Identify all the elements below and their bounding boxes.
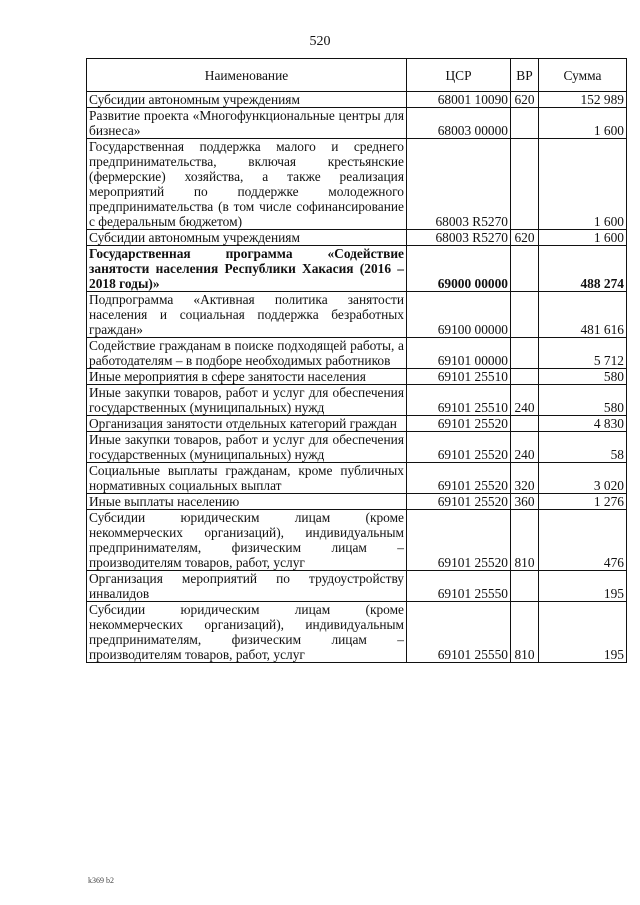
row-csr-cell: 69100 00000 [407,292,511,338]
row-csr-cell: 68003 00000 [407,108,511,139]
row-name-cell: Субсидии автономным учреждениям [87,92,407,108]
row-vr-cell: 360 [511,494,539,510]
row-csr-cell: 69101 25520 [407,510,511,571]
row-name-cell: Иные закупки товаров, работ и услуг для обеспечения государственных (муниципальных) нужд [87,432,407,463]
row-sum-cell: 195 [539,602,627,663]
header-name: Наименование [87,59,407,92]
row-csr-cell: 69101 25520 [407,463,511,494]
table-row [87,246,627,292]
row-name-cell: Государственная поддержка малого и среднего предпринимательства, включая крестьянские (фермерские) хозяйства, а также реализация мероприятий по поддержке молодежного предпринимательства (в том числе софинансирование с федеральным бюджетом) [87,139,407,230]
table-row [87,139,627,230]
row-vr-cell [511,369,539,385]
table-row [87,338,627,369]
table-row [87,416,627,432]
table-row [87,369,627,385]
footer-mark: k369 b2 [88,876,114,885]
row-vr-cell: 810 [511,510,539,571]
row-csr-cell: 69101 25520 [407,494,511,510]
row-csr-cell: 69101 25510 [407,369,511,385]
row-sum-cell: 488 274 [539,246,627,292]
table-row [87,463,627,494]
row-vr-cell [511,338,539,369]
row-vr-cell: 240 [511,432,539,463]
row-name-cell: Социальные выплаты гражданам, кроме публичных нормативных социальных выплат [87,463,407,494]
row-name-cell: Организация занятости отдельных категорий граждан [87,416,407,432]
row-csr-cell: 68003 R5270 [407,230,511,246]
row-vr-cell: 620 [511,230,539,246]
row-name-cell: Иные мероприятия в сфере занятости населения [87,369,407,385]
row-sum-cell: 3 020 [539,463,627,494]
row-name-cell: Субсидии юридическим лицам (кроме некоммерческих организаций), индивидуальным предпринимателям, физическим лицам – производителям товаров, работ, услуг [87,602,407,663]
table-row [87,92,627,108]
row-sum-cell: 580 [539,385,627,416]
row-sum-cell: 58 [539,432,627,463]
row-csr-cell: 69101 25550 [407,602,511,663]
row-vr-cell [511,292,539,338]
row-name-cell: Субсидии автономным учреждениям [87,230,407,246]
table-row [87,432,627,463]
row-csr-cell: 68003 R5270 [407,139,511,230]
row-sum-cell: 1 600 [539,139,627,230]
header-vr: ВР [511,59,539,92]
row-csr-cell: 69000 00000 [407,246,511,292]
row-vr-cell: 240 [511,385,539,416]
row-name-cell: Иные закупки товаров, работ и услуг для обеспечения государственных (муниципальных) нужд [87,385,407,416]
budget-table [86,58,627,663]
row-csr-cell: 69101 25520 [407,416,511,432]
row-name-cell: Субсидии юридическим лицам (кроме некоммерческих организаций), индивидуальным предпринимателям, физическим лицам – производителям товаров, работ, услуг [87,510,407,571]
row-sum-cell: 1 276 [539,494,627,510]
row-vr-cell: 320 [511,463,539,494]
table-row [87,385,627,416]
page-number: 520 [309,34,331,49]
row-sum-cell: 481 616 [539,292,627,338]
row-name-cell: Содействие гражданам в поиске подходящей работы, а работодателям – в подборе необходимых работников [87,338,407,369]
row-sum-cell: 195 [539,571,627,602]
row-vr-cell [511,139,539,230]
table-row [87,108,627,139]
row-vr-cell [511,108,539,139]
row-csr-cell: 69101 25510 [407,385,511,416]
row-sum-cell: 5 712 [539,338,627,369]
row-name-cell: Подпрограмма «Активная политика занятости населения и социальная поддержка безработных граждан» [87,292,407,338]
row-vr-cell [511,571,539,602]
row-name-cell: Организация мероприятий по трудоустройству инвалидов [87,571,407,602]
row-csr-cell: 68001 10090 [407,92,511,108]
row-vr-cell [511,416,539,432]
row-name-cell: Государственная программа «Содействие занятости населения Республики Хакасия (2016 – 2018 годы)» [87,246,407,292]
row-name-cell: Иные выплаты населению [87,494,407,510]
table-row [87,602,627,663]
header-csr: ЦСР [407,59,511,92]
row-sum-cell: 4 830 [539,416,627,432]
row-sum-cell: 476 [539,510,627,571]
header-sum: Сумма [539,59,627,92]
row-sum-cell: 1 600 [539,108,627,139]
row-vr-cell: 810 [511,602,539,663]
table-row [87,494,627,510]
row-csr-cell: 69101 25550 [407,571,511,602]
row-csr-cell: 69101 00000 [407,338,511,369]
row-csr-cell: 69101 25520 [407,432,511,463]
row-vr-cell: 620 [511,92,539,108]
table-header-row [87,59,627,92]
row-name-cell: Развитие проекта «Многофункциональные центры для бизнеса» [87,108,407,139]
table-row [87,571,627,602]
table-row [87,510,627,571]
row-sum-cell: 1 600 [539,230,627,246]
row-sum-cell: 580 [539,369,627,385]
row-sum-cell: 152 989 [539,92,627,108]
table-row [87,230,627,246]
row-vr-cell [511,246,539,292]
table-row [87,292,627,338]
